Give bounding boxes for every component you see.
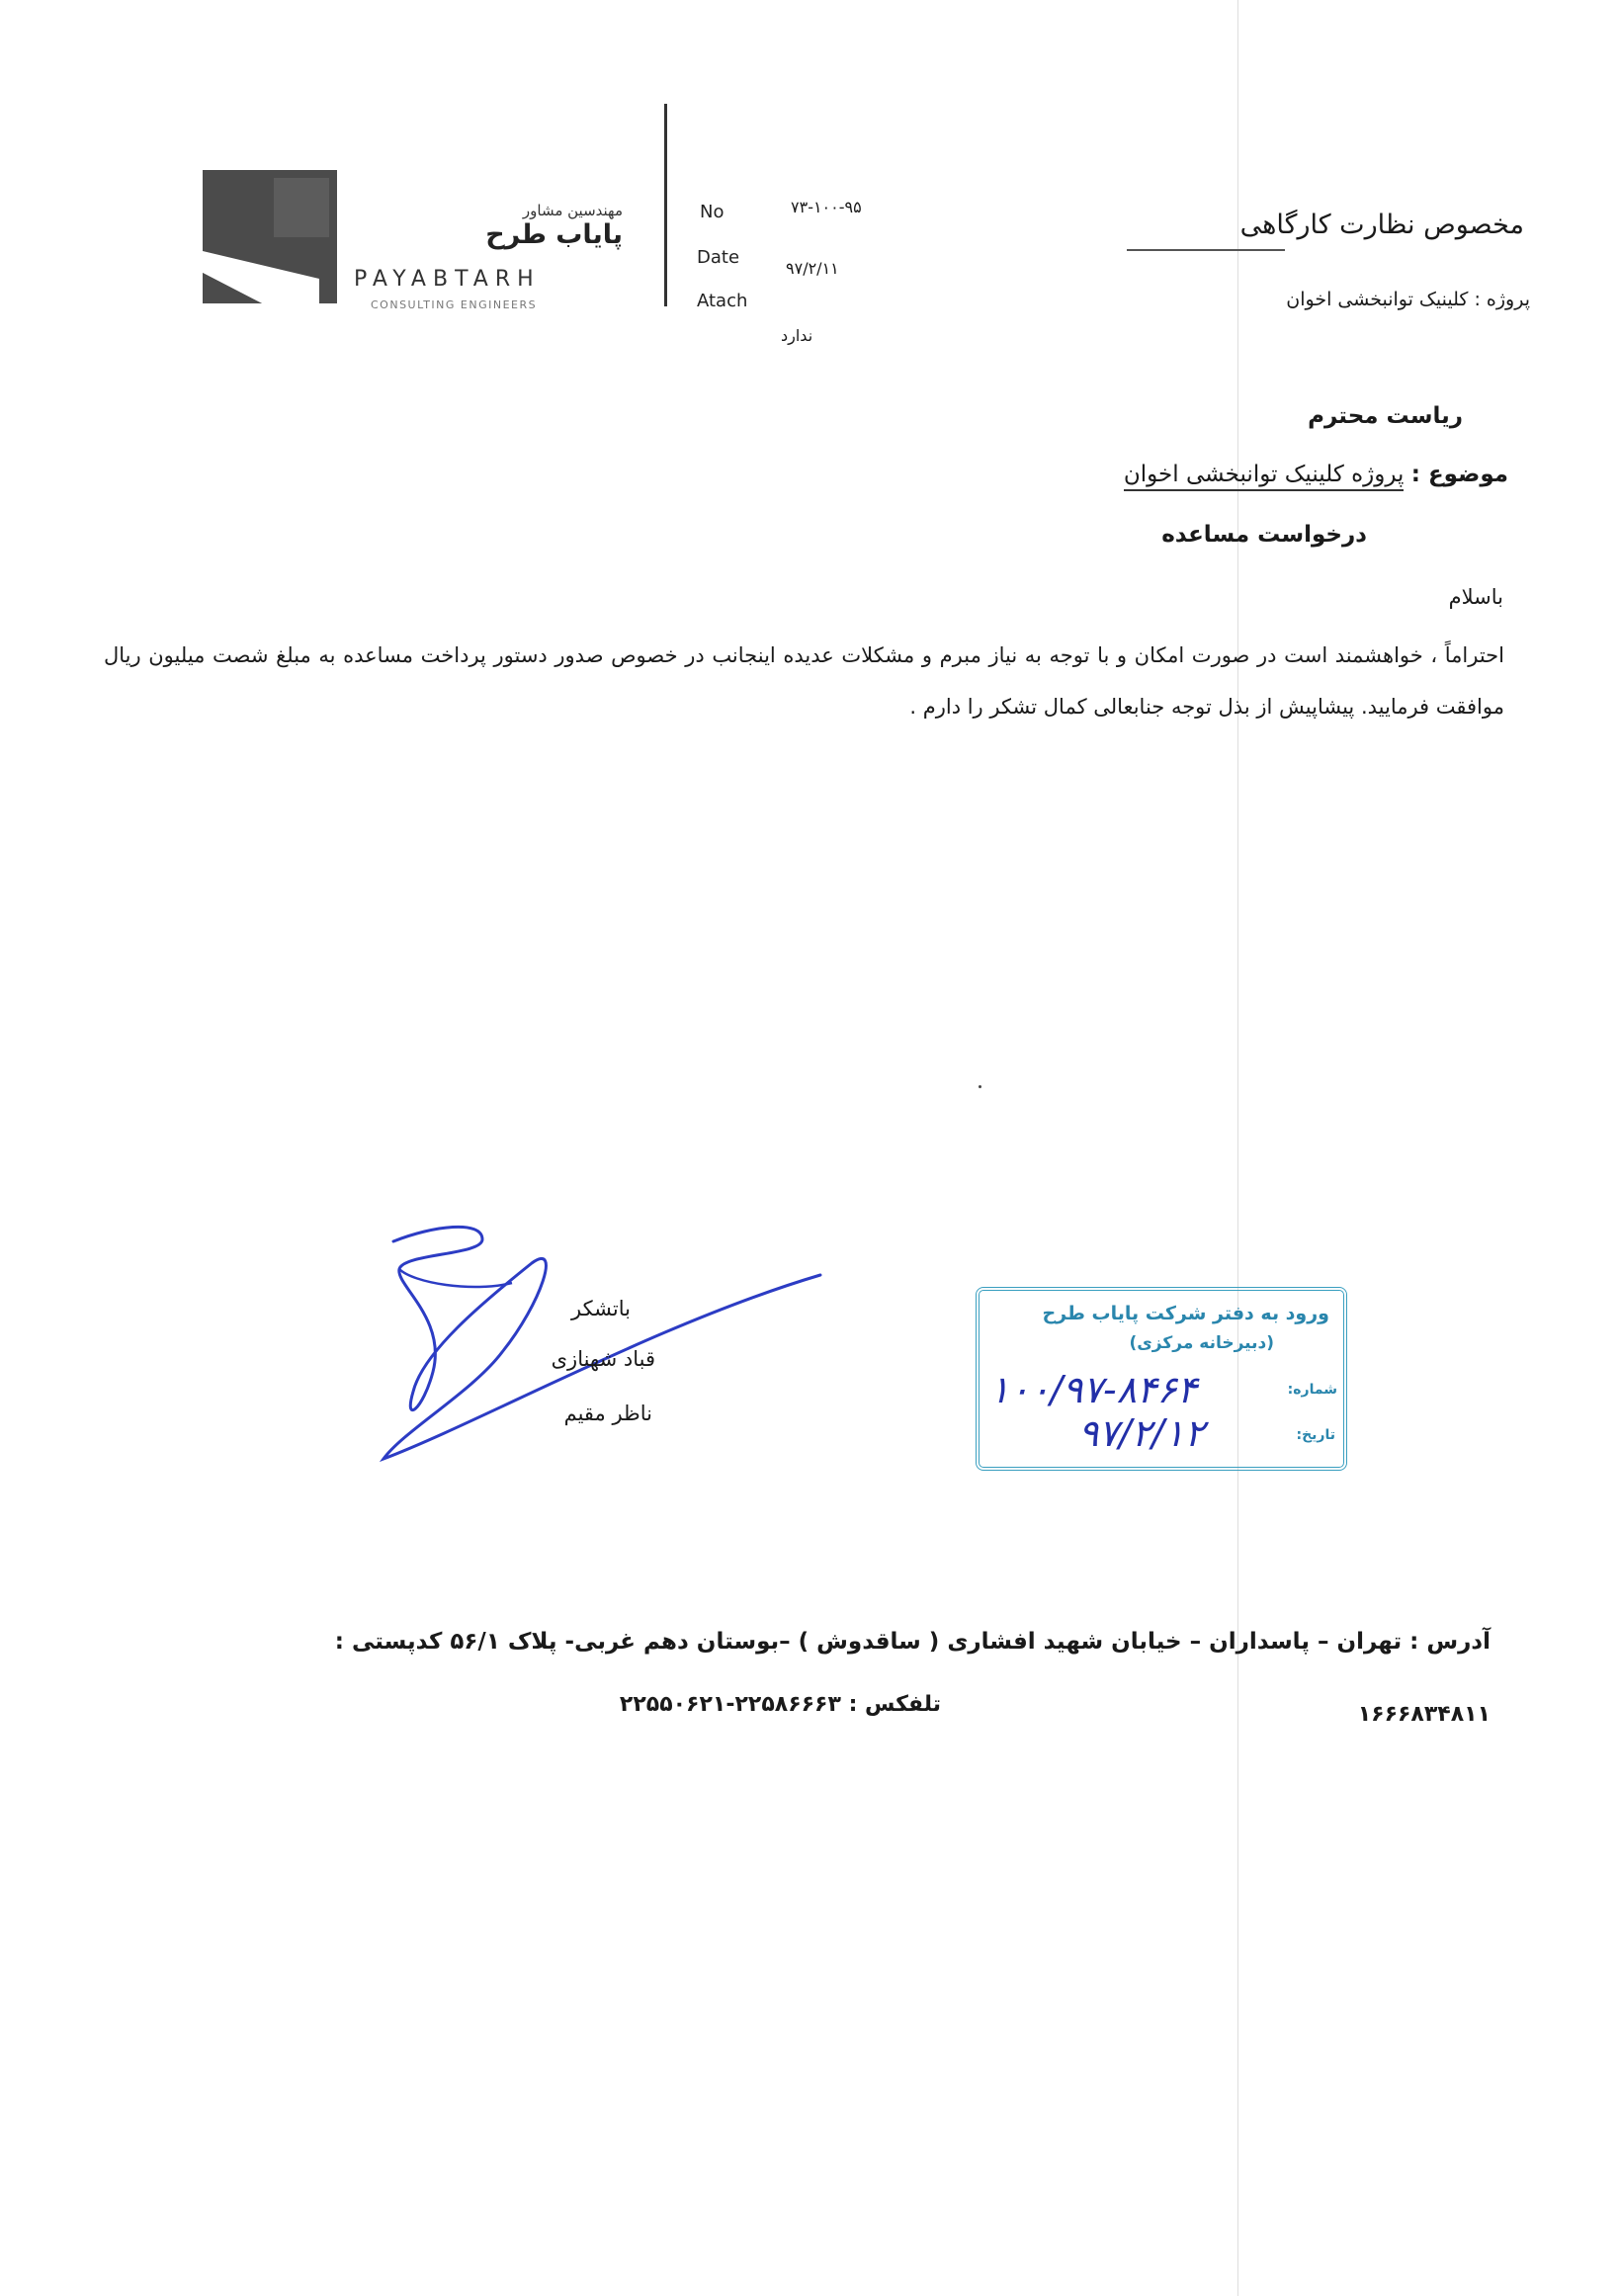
firm-name-persian: پایاب طرح bbox=[485, 219, 623, 250]
attachment-label: Atach bbox=[697, 291, 748, 311]
letter-date: ۹۷/۲/۱۱ bbox=[786, 259, 839, 278]
signature-scribble bbox=[364, 1224, 828, 1466]
letter-number: ۷۳-۱۰۰-۹۵ bbox=[791, 198, 862, 216]
stamp-number-value: ۱۰۰/۹۷-۸۴۶۴ bbox=[989, 1368, 1198, 1411]
letter-body: احتراماً ، خواهشمند است در صورت امکان و با توجه به نیاز مبرم و مشکلات عدیده اینجانب در خصوص صدور دستور پرداخت مساعده به مبلغ شصت میلیون ریال موافقت فرمایید. پیشاپیش از بذل توجه جنابعالی کمال تشکر را دارم . bbox=[104, 643, 1504, 719]
firm-name-english: PAYABTARH bbox=[354, 267, 541, 292]
confidential-note: مخصوص نظارت کارگاهی bbox=[1239, 210, 1524, 240]
scan-speck bbox=[979, 1085, 981, 1088]
signer-title: ناظر مقیم bbox=[563, 1402, 652, 1425]
attachment-value: ندارد bbox=[781, 326, 813, 345]
project-line: پروژه : کلینیک توانبخشی اخوان bbox=[1286, 289, 1530, 310]
confidential-underline bbox=[1127, 249, 1285, 251]
stamp-date-label: تاریخ: bbox=[1296, 1427, 1335, 1443]
payabtarh-logo-icon bbox=[203, 170, 337, 303]
tel-fax: تلفکس : ۲۲۵۸۶۶۶۳-۲۲۵۵۰۶۲۱ bbox=[619, 1692, 941, 1717]
scan-fold-line bbox=[1237, 0, 1238, 2296]
date-label: Date bbox=[697, 247, 740, 268]
subject-value: پروژه کلینیک توانبخشی اخوان bbox=[1124, 462, 1405, 491]
stamp-number-label: شماره: bbox=[1287, 1382, 1337, 1398]
subject-line bbox=[1124, 462, 1508, 487]
postal-code: ۱۶۶۶۸۳۴۸۱۱ bbox=[1357, 1702, 1491, 1727]
firm-subtitle: مهندسین مشاور bbox=[522, 202, 623, 219]
stamp-title: ورود به دفتر شرکت پایاب طرح bbox=[1042, 1303, 1329, 1324]
addressee: ریاست محترم bbox=[1308, 403, 1463, 429]
number-label: No bbox=[700, 202, 724, 222]
received-stamp bbox=[976, 1287, 1347, 1471]
stamp-date-value: ۹۷/۲/۱۲ bbox=[1078, 1411, 1205, 1455]
closing: باتشکر bbox=[570, 1297, 631, 1320]
subject-label: موضوع : bbox=[1410, 462, 1508, 487]
stamp-subtitle: (دبیرخانه مرکزی) bbox=[1129, 1333, 1274, 1353]
firm-tagline: CONSULTING ENGINEERS bbox=[371, 298, 538, 311]
greeting: باسلام bbox=[1448, 585, 1503, 609]
letter-heading: درخواست مساعده bbox=[1161, 522, 1367, 548]
header-divider bbox=[664, 104, 667, 306]
company-address: آدرس : تهران – پاسداران – خیابان شهید افشاری ( ساقدوش ) –بوستان دهم غربی- پلاک ۵۶/۱ کدپستی : bbox=[334, 1629, 1491, 1655]
signer-name: قباد شهنازی bbox=[551, 1347, 655, 1371]
